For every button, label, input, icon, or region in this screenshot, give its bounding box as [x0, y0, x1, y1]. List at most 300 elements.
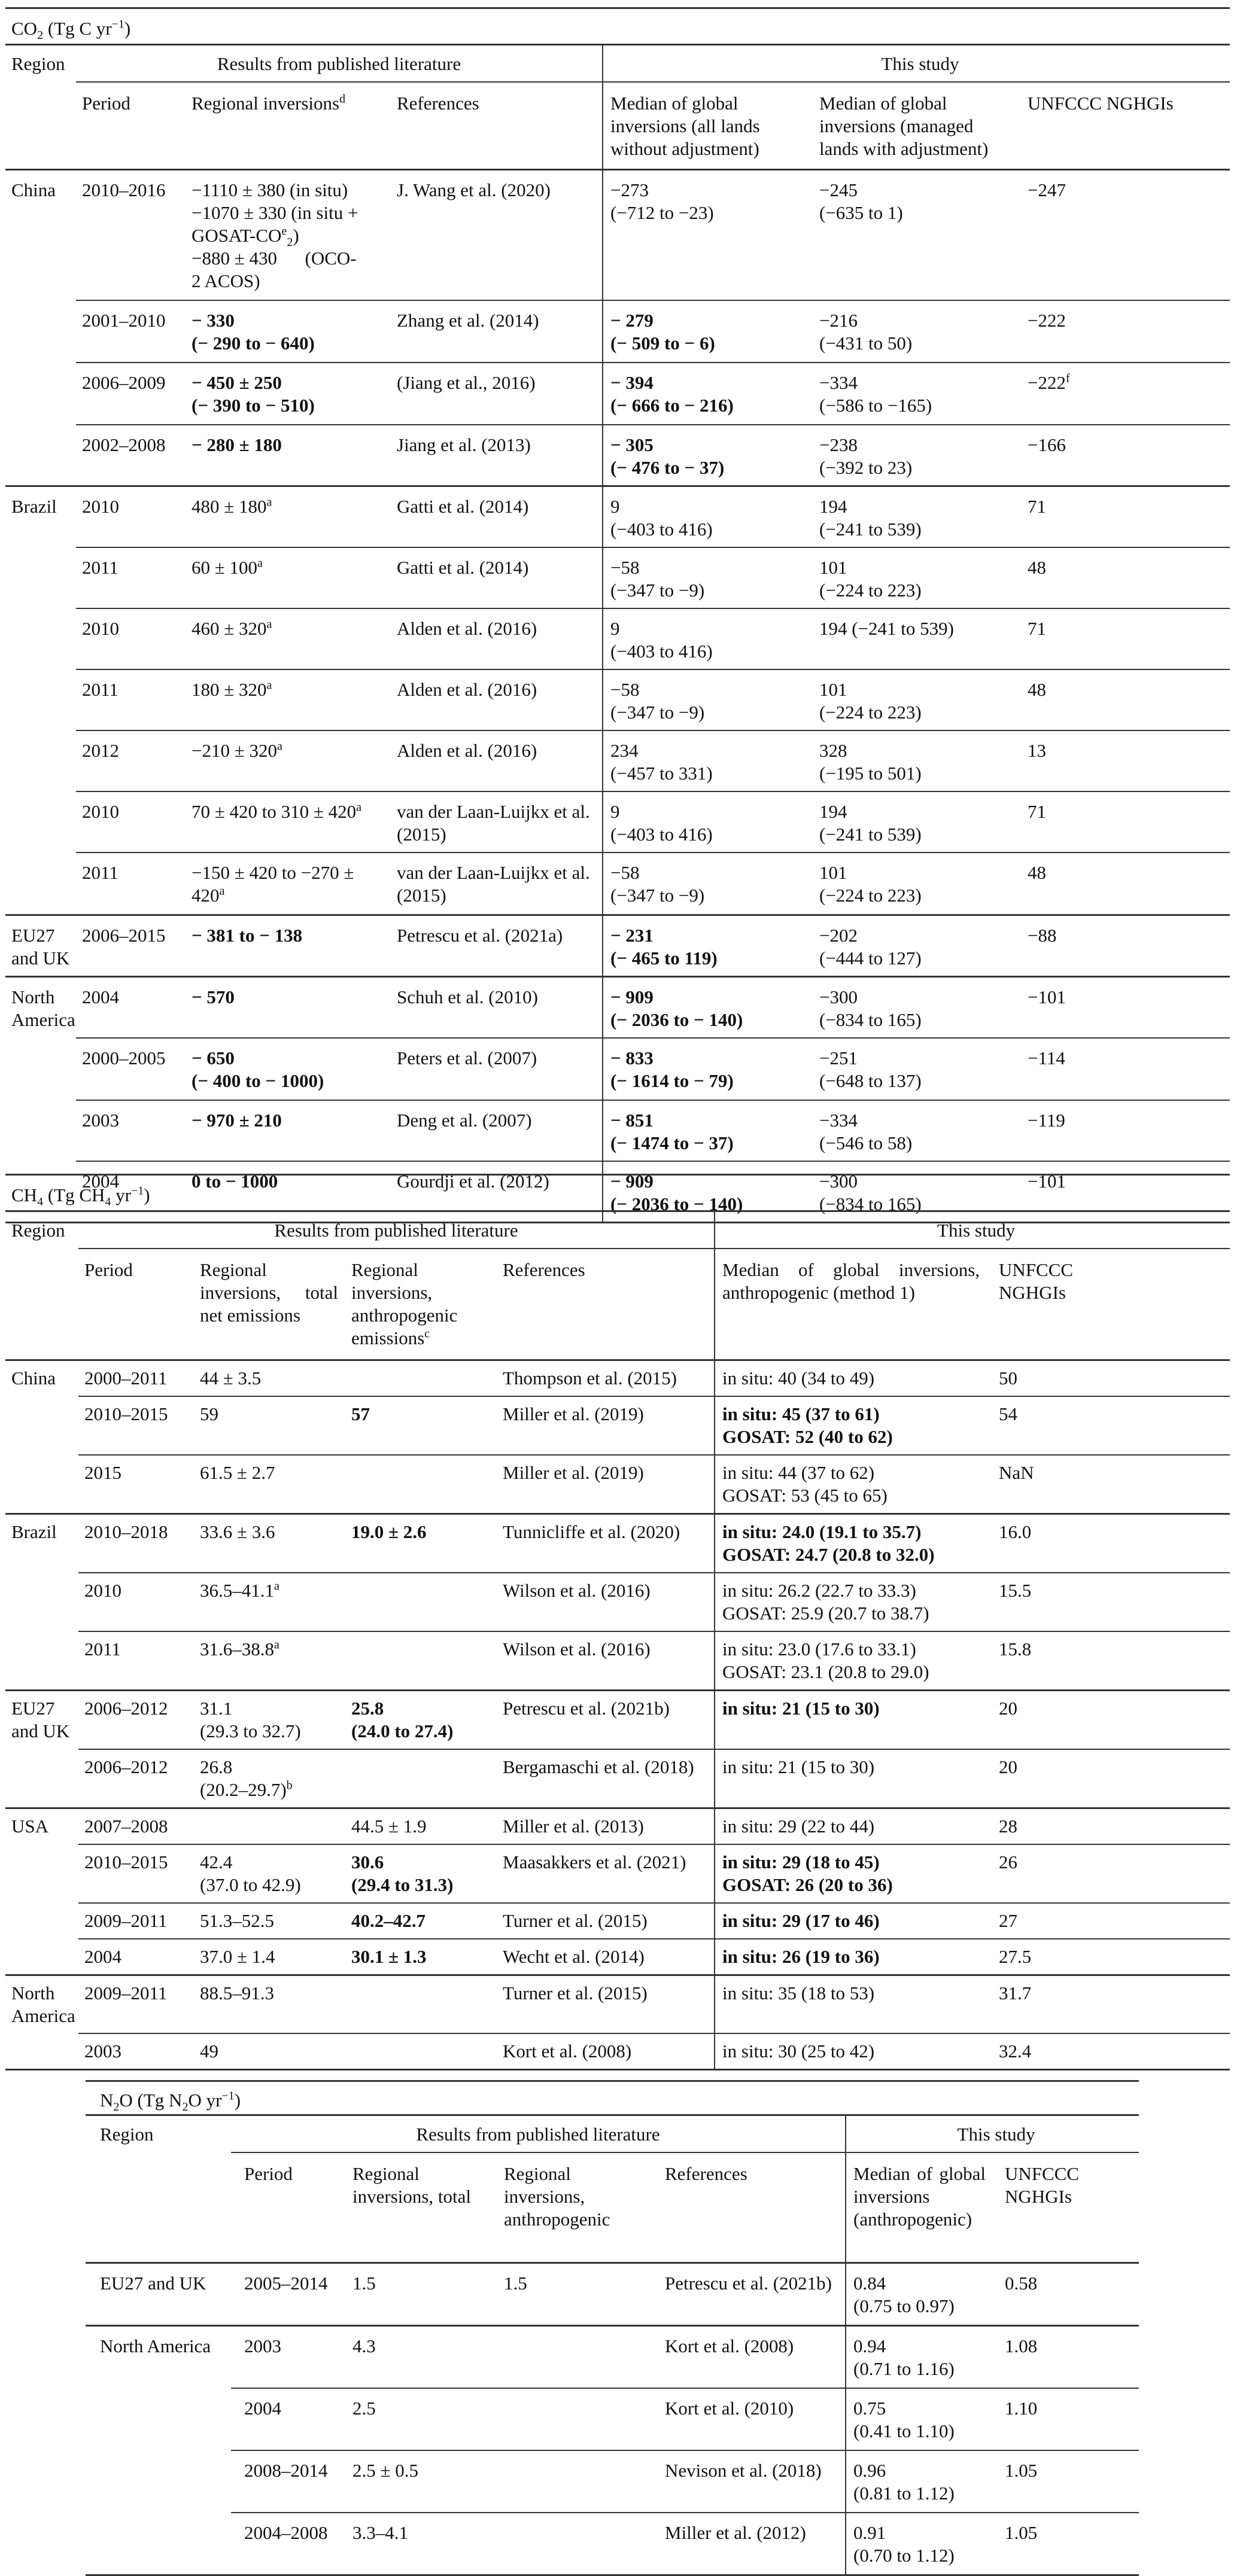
inversion-cell: 70 ± 420 to $310 \pm 420^a$	[186, 791, 391, 852]
median-managed-cell: −202 (−444 to 127)	[812, 915, 1020, 977]
ch4-table-row	[5, 1844, 1230, 1903]
n2o-header-unfccc: UNFCCC NGHGIs	[998, 2152, 1139, 2263]
median-cell: in situ: 21 (15 to 30)	[715, 1691, 992, 1750]
reference-cell: van der Laan-Luijkx et al. (2015)	[391, 852, 603, 915]
unfccc-cell: 16.0	[992, 1514, 1230, 1573]
region-label	[5, 1396, 78, 1455]
region-label: EU27 and UK	[5, 915, 76, 977]
unfccc-cell: 26	[992, 1844, 1230, 1903]
reference-cell: Thompson et al. (2015)	[497, 1360, 715, 1397]
region-label: USA	[5, 1808, 78, 1845]
median-managed-cell: 194 (−241 to 539)	[812, 486, 1020, 548]
reference-cell: Wilson et al. (2016)	[497, 1573, 715, 1631]
region-label	[5, 425, 76, 486]
reference-cell: Tunnicliffe et al. (2020)	[497, 1514, 715, 1573]
unfccc-cell: 71	[1020, 486, 1230, 548]
anthropogenic-cell: 1.5	[498, 2263, 643, 2326]
total-net-cell: 31.1 (29.3 to 32.7)	[194, 1691, 345, 1750]
total-net-cell: 36.5–41.1$^a$	[194, 1573, 345, 1631]
reference-cell: Miller et al. (2013)	[497, 1808, 715, 1845]
period-cell: 2015	[78, 1455, 194, 1514]
co2-table-row	[5, 791, 1230, 852]
unfccc-cell: 71	[1020, 608, 1230, 669]
reference-cell: Maasakkers et al. (2021)	[497, 1844, 715, 1903]
unfccc-cell: −119	[1020, 1100, 1230, 1161]
median-all-cell: − 833 (− 1614 to − 79)	[603, 1038, 812, 1100]
unfccc-cell: −101	[1020, 977, 1230, 1039]
inversion-cell: $-210 \pm 320^a$	[186, 730, 391, 791]
median-managed-cell: −238 (−392 to 23)	[812, 425, 1020, 486]
ch4-table-row	[5, 1691, 1230, 1750]
total-net-cell: 37.0 ± 1.4	[194, 1939, 345, 1975]
region-label	[5, 1038, 76, 1100]
co2-header-references: References	[391, 82, 603, 170]
region-label: China	[11, 179, 56, 200]
reference-cell: Miller et al. (2019)	[497, 1396, 715, 1455]
n2o-header-row-1	[86, 2115, 1139, 2153]
period-cell: 2000–2005	[76, 1038, 186, 1100]
ch4-table-row	[5, 1808, 1230, 1845]
period-cell: 2011	[76, 547, 186, 608]
reference-cell: Nevison et al. (2018)	[643, 2450, 846, 2513]
period-cell: 2001–2010	[76, 300, 186, 363]
median-cell: in situ: 26 (19 to 36)	[715, 1939, 992, 1975]
period-cell: 2010	[76, 486, 186, 548]
inversion-cell: − 381 to − 138	[186, 915, 391, 977]
co2-header-period: Period	[76, 82, 186, 170]
region-label	[5, 791, 76, 852]
period-cell: 2005–2014	[231, 2263, 347, 2326]
ch4-header-this-study: This study	[715, 1211, 1230, 1249]
anthropogenic-cell: 57	[345, 1396, 497, 1455]
unfccc-cell: NaN	[992, 1455, 1230, 1514]
total-net-cell: 51.3–52.5	[194, 1903, 345, 1939]
unfccc-cell: 48	[1020, 852, 1230, 915]
median-all-cell: − 394 (− 666 to − 216)	[603, 363, 812, 425]
total-net-cell: 42.4 (37.0 to 42.9)	[194, 1844, 345, 1903]
region-label: North America	[5, 1975, 78, 2034]
median-cell: in situ: 45 (37 to 61) GOSAT: 52 (40 to 62)	[715, 1396, 992, 1455]
period-cell: 2000–2011	[78, 1360, 194, 1397]
anthropogenic-cell	[345, 1749, 497, 1808]
total-net-cell: 49	[194, 2033, 345, 2069]
median-managed-cell: −245 (−635 to 1)	[819, 179, 903, 223]
period-cell: 2011	[76, 669, 186, 730]
reference-cell: Bergamaschi et al. (2018)	[497, 1749, 715, 1808]
median-all-cell: 234 (−457 to 331)	[603, 730, 812, 791]
co2-header-published: Results from published literature	[217, 53, 461, 74]
median-cell: in situ: 44 (37 to 62) GOSAT: 53 (45 to 65)	[715, 1455, 992, 1514]
total-cell: 3.3–4.1	[347, 2513, 498, 2574]
ch4-header-total-net: Regional inversions, total net emissions	[194, 1249, 345, 1360]
median-all-cell: − 909 (− 2036 to − 140)	[603, 977, 812, 1039]
region-label	[5, 1631, 78, 1691]
unfccc-cell: 13	[1020, 730, 1230, 791]
period-cell: 2006–2009	[76, 363, 186, 425]
period-cell: 2010–2016	[82, 179, 166, 200]
median-managed-cell: −251 (−648 to 137)	[812, 1038, 1020, 1100]
reference-cell: Kort et al. (2010)	[643, 2388, 846, 2450]
reference-cell: Alden et al. (2016)	[391, 730, 603, 791]
n2o-header-published: Results from published literature	[416, 2124, 660, 2145]
unfccc-cell: 27	[992, 1903, 1230, 1939]
unfccc-cell: $-222^f$	[1020, 363, 1230, 425]
inversion-cell: $180 \pm 320^a$	[186, 669, 391, 730]
region-label	[5, 730, 76, 791]
unfccc-cell: 32.4	[992, 2033, 1230, 2069]
reference-cell: Alden et al. (2016)	[391, 608, 603, 669]
reference-cell: van der Laan-Luijkx et al. (2015)	[391, 791, 603, 852]
inversion-cell: 0 to − 1000	[186, 1161, 391, 1222]
ch4-table-row	[5, 1360, 1230, 1397]
region-label	[5, 1455, 78, 1514]
anthropogenic-cell	[498, 2513, 643, 2574]
ch4-header-published: Results from published literature	[274, 1220, 518, 1241]
unfccc-cell: 0.58	[998, 2263, 1139, 2326]
median-all-cell: − 279 (− 509 to − 6)	[603, 300, 812, 363]
median-all-cell: 9 (−403 to 416)	[603, 791, 812, 852]
ch4-table-row	[5, 1396, 1230, 1455]
region-label	[5, 1903, 78, 1939]
total-cell: 2.5	[347, 2388, 498, 2450]
period-cell: 2006–2012	[78, 1691, 194, 1750]
unfccc-cell: 71	[1020, 791, 1230, 852]
inversion-cell: −150 ± 420 to $-270 \pm 420^a$	[186, 852, 391, 915]
median-managed-cell: 328 (−195 to 501)	[812, 730, 1020, 791]
n2o-table-row	[86, 2388, 1139, 2450]
median-cell: in situ: 30 (25 to 42)	[715, 2033, 992, 2069]
n2o-table-row	[86, 2450, 1139, 2513]
ch4-header-row-2	[5, 1249, 1230, 1360]
period-cell: 2002–2008	[76, 425, 186, 486]
region-label	[5, 608, 76, 669]
median-all-cell: −58 (−347 to −9)	[603, 852, 812, 915]
reference-cell: Wecht et al. (2014)	[497, 1939, 715, 1975]
n2o-header-period: Period	[231, 2152, 347, 2263]
inversion-cell: −1110 ± 380 (in situ) −1070 ± 330 (in situ + GOSAT-$CO^e_2$) −880 ± 430 (OCO- 2 ACOS)	[192, 179, 358, 291]
ch4-header-row-1	[5, 1211, 1230, 1249]
region-label: EU27 and UK	[86, 2263, 231, 2326]
unfccc-cell: 27.5	[992, 1939, 1230, 1975]
n2o-header-median: Median of global inversions (anthropogenic)	[846, 2152, 998, 2263]
co2-header-median-all: Median of global inversions (all lands without adjustment)	[603, 82, 812, 170]
co2-table-row	[5, 363, 1230, 425]
median-all-cell: 9 (−403 to 416)	[603, 486, 812, 548]
reference-cell: (Jiang et al., 2016)	[391, 363, 603, 425]
median-cell: in situ: 29 (17 to 46)	[715, 1903, 992, 1939]
reference-cell: Jiang et al. (2013)	[391, 425, 603, 486]
reference-cell: Petrescu et al. (2021b)	[643, 2263, 846, 2326]
ch4-table-row	[5, 1631, 1230, 1691]
ch4-header-references: References	[497, 1249, 715, 1360]
reference-cell: Gourdji et al. (2012)	[391, 1161, 603, 1222]
period-cell: 2004	[78, 1939, 194, 1975]
region-label: Brazil	[5, 1514, 78, 1573]
reference-cell: J. Wang et al. (2020)	[397, 179, 551, 200]
period-cell: 2004	[76, 977, 186, 1039]
n2o-header-this-study: This study	[846, 2115, 1139, 2153]
ch4-table-row	[5, 2033, 1230, 2069]
reference-cell: Schuh et al. (2010)	[391, 977, 603, 1039]
region-label	[5, 669, 76, 730]
period-cell: 2010–2018	[78, 1514, 194, 1573]
reference-cell: Deng et al. (2007)	[391, 1100, 603, 1161]
unfccc-cell: 1.05	[998, 2513, 1139, 2574]
anthropogenic-cell: 25.8 (24.0 to 27.4)	[345, 1691, 497, 1750]
median-cell: 0.91 (0.70 to 1.12)	[846, 2513, 998, 2574]
period-cell: 2011	[76, 852, 186, 915]
unfccc-cell: −114	[1020, 1038, 1230, 1100]
ch4-table-row	[5, 1939, 1230, 1975]
co2-table-row	[5, 486, 1230, 548]
inversion-cell: − 450 ± 250 (− 390 to − 510)	[186, 363, 391, 425]
n2o-header-total: Regional inversions, total	[347, 2152, 498, 2263]
ch4-header-region: Region	[11, 1220, 65, 1241]
ch4-header-median: Median of global inversions, anthropogenic (method 1)	[715, 1249, 992, 1360]
median-all-cell: − 851 (− 1474 to − 37)	[603, 1100, 812, 1161]
reference-cell: Petrescu et al. (2021b)	[497, 1691, 715, 1750]
anthropogenic-cell	[345, 1360, 497, 1397]
region-label: North America	[5, 977, 76, 1039]
region-label	[5, 363, 76, 425]
median-all-cell: − 231 (− 465 to 119)	[603, 915, 812, 977]
anthropogenic-cell	[345, 1975, 497, 2034]
period-cell: 2004	[76, 1161, 186, 1222]
total-net-cell	[194, 1808, 345, 1845]
co2-table-row	[5, 425, 1230, 486]
reference-cell: Peters et al. (2007)	[391, 1038, 603, 1100]
anthropogenic-cell: 19.0 ± 2.6	[345, 1514, 497, 1573]
period-cell: 2012	[76, 730, 186, 791]
period-cell: 2003	[78, 2033, 194, 2069]
co2-table-row	[5, 547, 1230, 608]
n2o-section	[86, 2080, 1139, 2576]
anthropogenic-cell: 40.2–42.7	[345, 1903, 497, 1939]
reference-cell: Miller et al. (2019)	[497, 1455, 715, 1514]
unfccc-cell: −222	[1020, 300, 1230, 363]
median-cell: in situ: 24.0 (19.1 to 35.7) GOSAT: 24.7 (20.8 to 32.0)	[715, 1514, 992, 1573]
median-all-cell: 9 (−403 to 416)	[603, 608, 812, 669]
region-label	[86, 2450, 231, 2513]
total-net-cell: 59	[194, 1396, 345, 1455]
anthropogenic-cell: 30.6 (29.4 to 31.3)	[345, 1844, 497, 1903]
ch4-bottom-rule	[5, 2069, 1230, 2070]
period-cell: 2006–2012	[78, 1749, 194, 1808]
unfccc-cell: 54	[992, 1396, 1230, 1455]
period-cell: 2003	[231, 2326, 347, 2389]
median-cell: in situ: 29 (18 to 45) GOSAT: 26 (20 to 36)	[715, 1844, 992, 1903]
reference-cell: Gatti et al. (2014)	[391, 547, 603, 608]
region-label	[5, 1939, 78, 1975]
anthropogenic-cell	[498, 2388, 643, 2450]
co2-table-row	[5, 669, 1230, 730]
n2o-table-row	[86, 2326, 1139, 2389]
period-cell: 2010	[76, 608, 186, 669]
n2o-header-references: References	[643, 2152, 846, 2263]
period-cell: 2008–2014	[231, 2450, 347, 2513]
period-cell: 2006–2015	[76, 915, 186, 977]
median-all-cell: − 909 (− 2036 to − 140)	[603, 1161, 812, 1222]
median-cell: in situ: 21 (15 to 30)	[715, 1749, 992, 1808]
period-cell: 2010	[76, 791, 186, 852]
region-label: China	[5, 1360, 78, 1397]
region-label: EU27 and UK	[5, 1691, 78, 1750]
unfccc-cell: −247	[1028, 179, 1066, 200]
median-cell: in situ: 40 (34 to 49)	[715, 1360, 992, 1397]
unfccc-cell: 1.05	[998, 2450, 1139, 2513]
total-cell: 2.5 ± 0.5	[347, 2450, 498, 2513]
region-label	[5, 547, 76, 608]
median-managed-cell: −216 (−431 to 50)	[812, 300, 1020, 363]
anthropogenic-cell: 44.5 ± 1.9	[345, 1808, 497, 1845]
reference-cell: Gatti et al. (2014)	[391, 486, 603, 548]
reference-cell: Wilson et al. (2016)	[497, 1631, 715, 1691]
unfccc-cell: 48	[1020, 547, 1230, 608]
ch4-header-unfccc: UNFCCC NGHGIs	[992, 1249, 1230, 1360]
period-cell: 2010–2015	[78, 1396, 194, 1455]
median-managed-cell: −334 (−586 to −165)	[812, 363, 1020, 425]
median-cell: in situ: 23.0 (17.6 to 33.1) GOSAT: 23.1 (20.8 to 29.0)	[715, 1631, 992, 1691]
anthropogenic-cell: 30.1 ± 1.3	[345, 1939, 497, 1975]
total-net-cell: 33.6 ± 3.6	[194, 1514, 345, 1573]
median-managed-cell: −334 (−546 to 58)	[812, 1100, 1020, 1161]
period-cell: 2009–2011	[78, 1903, 194, 1939]
co2-header-row-1	[5, 45, 1230, 83]
ch4-header-anthropogenic: Regional inversions, anthropogenic emissions$^c$	[345, 1249, 497, 1360]
n2o-header-anthropogenic: Regional inversions, anthropogenic	[498, 2152, 643, 2263]
inversion-cell: − 650 (− 400 to − 1000)	[186, 1038, 391, 1100]
median-all-cell: − 305 (− 476 to − 37)	[603, 425, 812, 486]
ch4-table-row	[5, 1573, 1230, 1631]
period-cell: 2004–2008	[231, 2513, 347, 2574]
region-label	[5, 2033, 78, 2069]
anthropogenic-cell	[345, 1631, 497, 1691]
region-label	[86, 2388, 231, 2450]
anthropogenic-cell	[345, 1573, 497, 1631]
co2-table-row	[5, 915, 1230, 977]
inversion-cell: $480 \pm 180^a$	[186, 486, 391, 548]
n2o-table-row	[86, 2513, 1139, 2574]
inversion-cell: $460 \pm 320^a$	[186, 608, 391, 669]
co2-header-median-managed: Median of global inversions (managed lands with adjustment)	[812, 82, 1020, 170]
reference-cell: Alden et al. (2016)	[391, 669, 603, 730]
co2-title: $CO_2$ (Tg C $yr^{-1}$)	[11, 17, 131, 42]
median-managed-cell: 101 (−224 to 223)	[812, 852, 1020, 915]
region-label: Brazil	[5, 486, 76, 548]
co2-table-row	[5, 300, 1230, 363]
period-cell: 2004	[231, 2388, 347, 2450]
co2-header-row-2	[5, 82, 1230, 170]
median-cell: 0.84 (0.75 to 0.97)	[846, 2263, 998, 2326]
co2-header-this-study: This study	[603, 45, 1230, 83]
co2-section	[5, 7, 1230, 1223]
co2-table-row	[5, 1100, 1230, 1161]
reference-cell: Turner et al. (2015)	[497, 1903, 715, 1939]
median-managed-cell: 101 (−224 to 223)	[812, 669, 1020, 730]
anthropogenic-cell	[345, 2033, 497, 2069]
reference-cell: Petrescu et al. (2021a)	[391, 915, 603, 977]
median-cell: 0.96 (0.81 to 1.12)	[846, 2450, 998, 2513]
region-label	[5, 1844, 78, 1903]
median-cell: in situ: 35 (18 to 53)	[715, 1975, 992, 2034]
reference-cell: Turner et al. (2015)	[497, 1975, 715, 2034]
median-managed-cell: −300 (−834 to 165)	[812, 977, 1020, 1039]
n2o-title: $N_2O$ (Tg $N_2O$ $yr^{-1}$)	[100, 2089, 241, 2114]
ch4-table-row	[5, 1749, 1230, 1808]
median-managed-cell: 194 (−241 to 539)	[812, 608, 1020, 669]
unfccc-cell: −88	[1020, 915, 1230, 977]
median-all-cell: −58 (−347 to −9)	[603, 547, 812, 608]
total-net-cell: 88.5–91.3	[194, 1975, 345, 2034]
ch4-header-period: Period	[78, 1249, 194, 1360]
unfccc-cell: 20	[992, 1749, 1230, 1808]
co2-table-row	[5, 730, 1230, 791]
co2-header-unfccc: UNFCCC NGHGIs	[1020, 82, 1230, 170]
co2-table-row	[5, 977, 1230, 1039]
ch4-title: $CH_4$ (Tg $CH_4$ $yr^{-1}$)	[11, 1184, 150, 1209]
n2o-header-region: Region	[100, 2124, 154, 2145]
ch4-table-row	[5, 1455, 1230, 1514]
median-cell: in situ: 29 (22 to 44)	[715, 1808, 992, 1845]
median-managed-cell: 101 (−224 to 223)	[812, 547, 1020, 608]
total-cell: 4.3	[347, 2326, 498, 2389]
region-label: North America	[86, 2326, 231, 2389]
unfccc-cell: 31.7	[992, 1975, 1230, 2034]
inversion-cell: − 970 ± 210	[186, 1100, 391, 1161]
median-managed-cell: −300 (−834 to 165)	[812, 1161, 1020, 1222]
reference-cell: Miller et al. (2012)	[643, 2513, 846, 2574]
total-net-cell: 61.5 ± 2.7	[194, 1455, 345, 1514]
region-label	[5, 1100, 76, 1161]
n2o-table-row	[86, 2263, 1139, 2326]
region-label	[5, 852, 76, 915]
anthropogenic-cell	[345, 1455, 497, 1514]
reference-cell: Kort et al. (2008)	[643, 2326, 846, 2389]
median-cell: in situ: 26.2 (22.7 to 33.3) GOSAT: 25.9 (20.7 to 38.7)	[715, 1573, 992, 1631]
co2-table-row	[5, 852, 1230, 915]
n2o-table	[86, 2114, 1139, 2574]
total-net-cell: 31.6–38.8$^a$	[194, 1631, 345, 1691]
inversion-cell: − 280 ± 180	[186, 425, 391, 486]
inversion-cell: $60 \pm 100^a$	[186, 547, 391, 608]
ch4-table-row	[5, 1514, 1230, 1573]
median-cell: 0.75 (0.41 to 1.10)	[846, 2388, 998, 2450]
unfccc-cell: 1.08	[998, 2326, 1139, 2389]
region-label	[5, 1573, 78, 1631]
unfccc-cell: 28	[992, 1808, 1230, 1845]
total-net-cell: 44 ± 3.5	[194, 1360, 345, 1397]
ch4-table-row	[5, 1903, 1230, 1939]
unfccc-cell: 15.8	[992, 1631, 1230, 1691]
unfccc-cell: 50	[992, 1360, 1230, 1397]
unfccc-cell: −166	[1020, 425, 1230, 486]
unfccc-cell: −101	[1020, 1161, 1230, 1222]
period-cell: 2009–2011	[78, 1975, 194, 2034]
region-label	[5, 1749, 78, 1808]
period-cell: 2007–2008	[78, 1808, 194, 1845]
inversion-cell: − 570	[186, 977, 391, 1039]
n2o-header-row-2	[86, 2152, 1139, 2263]
unfccc-cell: 20	[992, 1691, 1230, 1750]
co2-header-region: Region	[11, 53, 65, 74]
median-cell: 0.94 (0.71 to 1.16)	[846, 2326, 998, 2389]
period-cell: 2010	[78, 1573, 194, 1631]
total-cell: 1.5	[347, 2263, 498, 2326]
median-managed-cell: 194 (−241 to 539)	[812, 791, 1020, 852]
total-net-cell: 26.8 $(20.2-29.7)^b$	[194, 1749, 345, 1808]
co2-row-china-2010-2016	[5, 170, 1230, 301]
reference-cell: Zhang et al. (2014)	[391, 300, 603, 363]
